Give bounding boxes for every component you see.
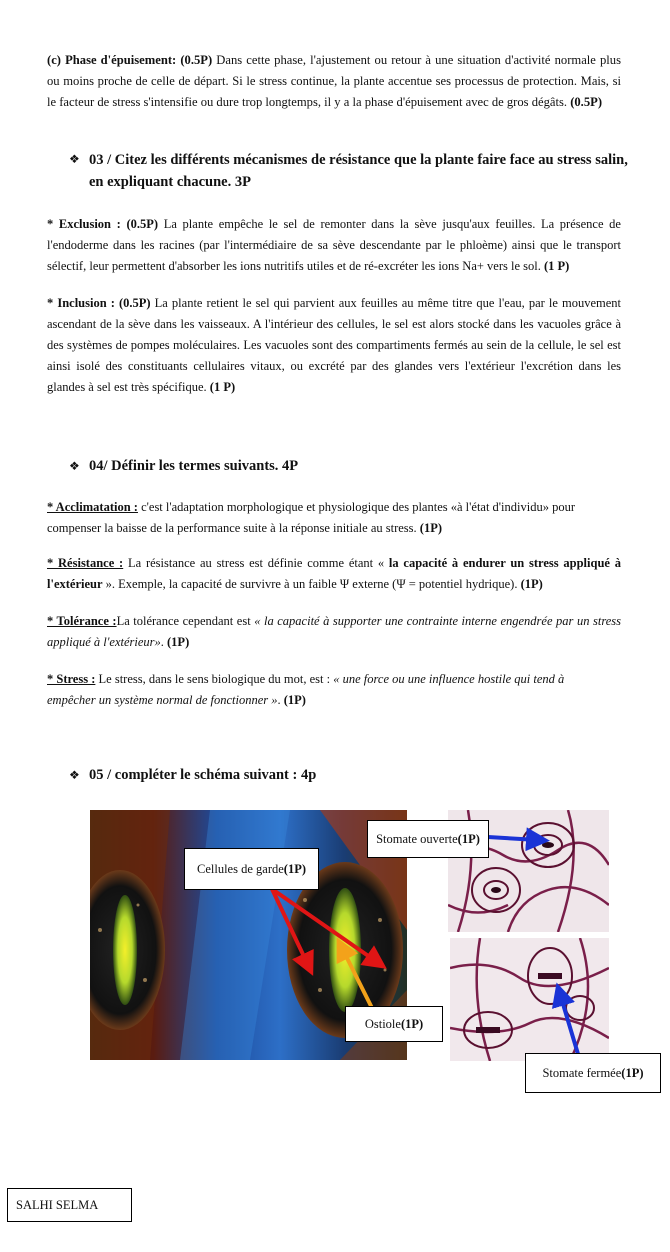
exclusion-text: La plante empêche le sel de remonter dans la sève jusqu'aux feuilles. La présence de l'endoderme dans les racines (par l'intermédiaire de sa sève descendante par le phloème) ainsi que le transport sélectif, leur permettent d'absorber les ions nutritifs utiles et de ré-excréter les ions Na+ vers le sol. bbox=[47, 217, 621, 273]
resistance-label: * Résistance : bbox=[47, 556, 124, 570]
blue-arrow-icon bbox=[560, 994, 578, 1054]
stress-text-1: Le stress, dans le sens biologique du mot, est : bbox=[95, 672, 334, 686]
stomate-fermee-callout bbox=[525, 1053, 661, 1093]
exclusion-points: (1 P) bbox=[544, 259, 570, 273]
diamond-bullet-icon: ❖ bbox=[69, 459, 80, 473]
stress-points: (1P) bbox=[283, 693, 306, 707]
callout-text: Ostiole bbox=[364, 1016, 401, 1031]
question-3-title: 03 / Citez les différents mécanismes de résistance que la plante faire face au stress salin, en expliquant chacune. 3P bbox=[89, 152, 628, 190]
resistance-points: (1P) bbox=[520, 577, 543, 591]
exclusion-label: * Exclusion : (0.5P) bbox=[47, 217, 159, 231]
tolerance-text-1: La tolérance cependant est bbox=[116, 614, 255, 628]
tolerance-points: (1P) bbox=[167, 635, 190, 649]
question-5-title: 05 / compléter le schéma suivant : 4p bbox=[89, 767, 317, 783]
stress-italic: « une force ou une influence hostile qui tend à empêcher un système normal de fonctionner » bbox=[47, 672, 565, 707]
inclusion-points: (1 P) bbox=[209, 380, 236, 394]
author-name: SALHI SELMA bbox=[16, 1197, 99, 1212]
resistance-text-2: ». Exemple, la capacité de survivre à un faible Ψ externe (Ψ = potentiel hydrique). bbox=[102, 577, 521, 591]
callout-points: (1P) bbox=[283, 861, 306, 876]
callout-text: Stomate ouverte bbox=[376, 831, 458, 846]
phase-c-points: (0.5P) bbox=[570, 95, 603, 109]
cellules-garde-callout bbox=[184, 848, 319, 890]
phase-c-label: (c) Phase d'épuisement: (0.5P) bbox=[47, 53, 213, 67]
stress-text-2: . bbox=[277, 693, 284, 707]
callout-points: (1P) bbox=[400, 1016, 424, 1031]
inclusion-text: La plante retient le sel qui parvient aux feuilles au même titre que l'eau, par le mouvement ascendant de la sève dans les vaisseaux. A l'intérieur des cellules, le sel est alors stocké dans les vacuoles grâce à des systèmes de pompes moléculaires. Les vacuoles sont des compartiments fermés au sein de la cellule, le sel est ainsi isolé des constituants cellulaires vitaux, ou excrété par des glandes vers l'extérieur l'excrétion dans les glandes à sel est très spécifique. bbox=[47, 296, 621, 394]
author-name-box bbox=[7, 1188, 132, 1222]
phase-c-text: Dans cette phase, l'ajustement ou retour à une situation d'activité normale plus ou moins proche de celle de départ. Si le stress continue, la plante accentue ses processus de protection. Mais, si le facteur de stress s'intensifie ou dure trop longtemps, il y a la phase d'épuisement avec de gros dégâts. bbox=[47, 53, 621, 109]
callout-points: (1P) bbox=[621, 1065, 644, 1080]
resistance-bold: la capacité à endurer un stress appliqué à l'extérieur bbox=[47, 556, 621, 591]
blue-arrow-icon bbox=[488, 837, 538, 840]
callout-text: Cellules de garde bbox=[197, 861, 284, 876]
acclimatation-label: * Acclimatation : bbox=[47, 500, 138, 514]
inclusion-label: * Inclusion : (0.5P) bbox=[47, 296, 151, 310]
acclimatation-text: c'est l'adaptation morphologique et physiologique des plantes «à l'état d'individu» pour compenser la baisse de la performance suite à la réponse initiale au stress. bbox=[47, 500, 576, 535]
question-4-title: 04/ Définir les termes suivants. 4P bbox=[89, 458, 299, 474]
tolerance-italic: « la capacité à supporter une contrainte interne engendrée par un stress appliqué à l'extérieur» bbox=[47, 614, 621, 649]
tolerance-text-2: . bbox=[160, 635, 168, 649]
acclimatation-points: (1P) bbox=[419, 521, 442, 535]
stomate-ouverte-callout bbox=[367, 820, 489, 858]
callout-points: (1P) bbox=[457, 831, 480, 846]
tolerance-label: * Tolérance : bbox=[47, 614, 117, 628]
resistance-text-1: La résistance au stress est définie comme étant « bbox=[123, 556, 389, 570]
diamond-bullet-icon: ❖ bbox=[69, 152, 80, 166]
stress-label: * Stress : bbox=[47, 672, 96, 686]
callout-text: Stomate fermée bbox=[542, 1065, 622, 1080]
diamond-bullet-icon: ❖ bbox=[69, 768, 80, 782]
ostiole-callout bbox=[345, 1006, 443, 1042]
